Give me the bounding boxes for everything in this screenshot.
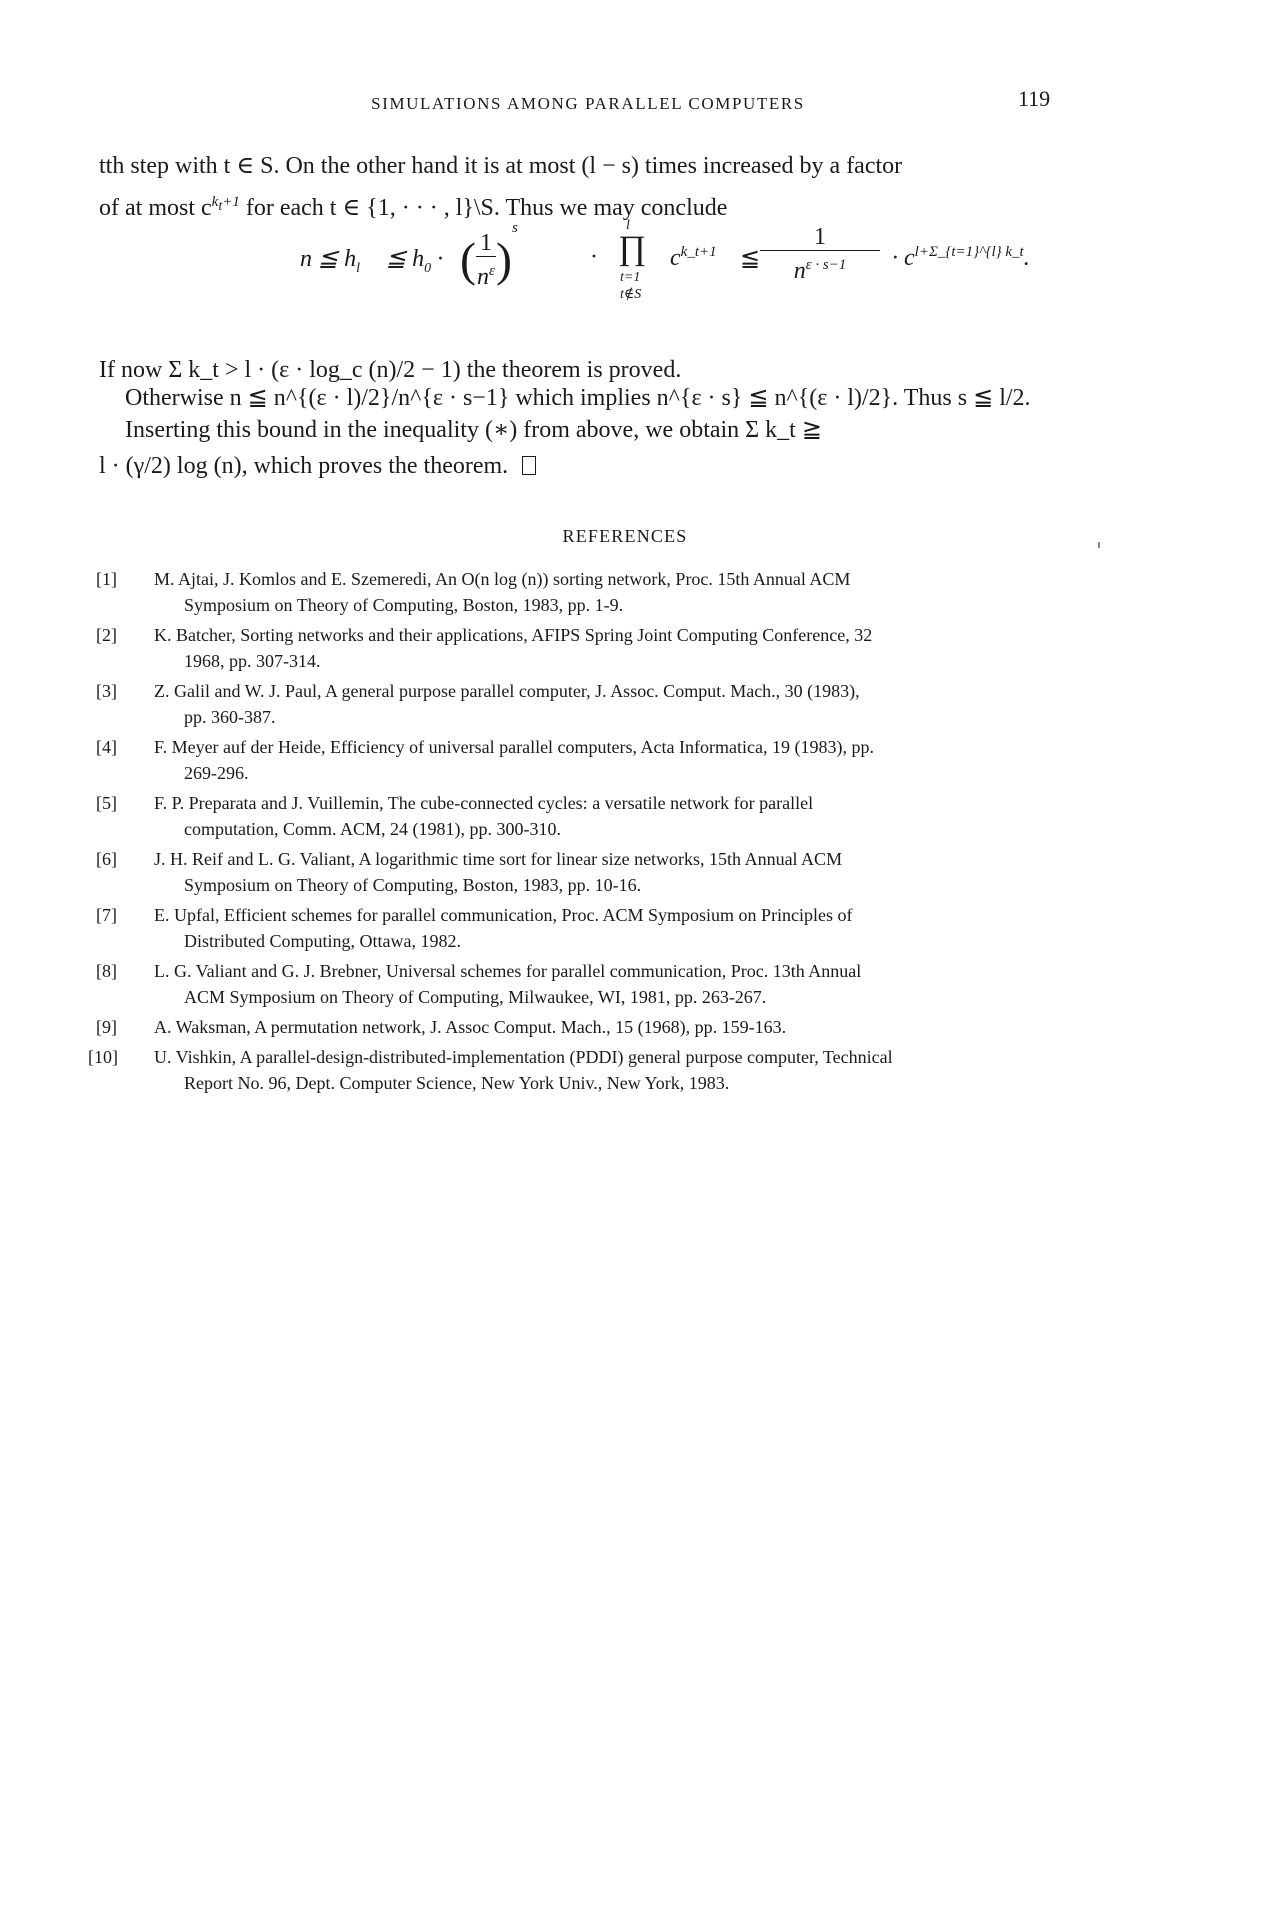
reference-number: [8]	[96, 961, 117, 981]
product-upper-limit: l	[626, 218, 630, 233]
body-line-2-start: of at most c	[99, 195, 212, 221]
reference-line: ACM Symposium on Theory of Computing, Milwaukee, WI, 1981, pp. 263-267.	[184, 987, 767, 1007]
fraction-1-den-sup: ε	[489, 262, 495, 279]
eq-power: s	[511, 220, 518, 236]
eq-mid: ≦ h	[386, 246, 425, 272]
right-paren: )	[495, 233, 512, 287]
exponent-k: k	[211, 194, 219, 210]
qed-square-icon	[522, 456, 536, 475]
reference-line: 269-296.	[184, 763, 249, 783]
reference-line: Distributed Computing, Ottawa, 1982.	[184, 931, 461, 951]
body-line-1	[99, 148, 1067, 184]
journal-page: SIMULATIONS AMONG PARALLEL COMPUTERS 119 tth step with t ∈ S. On the other hand it is at most (l − s) times increased by a factor of at most $c^{kt+1}$ for each t ∈ {1, · · · , l}\S. Thus we may conclude n ≦ $h_l$ ≦ $h_0$ · ( $\frac{1}{n^\varepsilon}$ )$^s$ · l ∏ t=1 t∉S $c^{k\_t+1}$ ≦ $\frac{1}{n^{\varepsilon \cdot s-1}}$ · $c^{l+\Sigma\_\{t=1\}\^{}\{l\} k\_t}$. If now Σ k_t > l · (ε · log_c (n)/2 − 1) the theorem is proved. Otherwise n ≦ n^{(ε · l)/2}/n^{ε · s−1} which implies n^{ε · s} ≦ n^{(ε · l)/2}. Thus s ≦ l/2. Inserting this bound in the inequality (∗) from above, we obtain Σ k_t ≧ l · (γ/2) log (n), which proves the theorem. REFERENCES [1] M. Ajtai, J. Komlos and E. Szemeredi, An O(n log (n)) sorting network, Proc. 15th Annual ACM Symposium on Theory of Computing, Boston, 1983, pp. 1-9. [2] K. Batcher, Sorting networks and their applications, AFIPS Spring Joint Computing Conference, 32 1968, pp. 307-314. [3] Z. Galil and W. J. Paul, A general purpose parallel computer, J. Assoc. Comput. Mach., 30 (1983), pp. 360-387. [4] F. Meyer auf der Heide, Efficiency of universal parallel computers, Acta Informatica, 19 (1983), pp. 269-296. [5] F. P. Preparata and J. Vuillemin, The cube-connected cycles: a versatile network for parallel computation, Comm. ACM, 24 (1981), pp. 300-310. [6] J. H. Reif and L. G. Valiant, A logarithmic time sort for linear size networks, 15th Annual ACM Symposium on Theory of Computing, Boston, 1983, pp. 10-16. [7] E. Upfal, Efficient schemes for parallel communication, Proc. ACM Symposium on Principles of Distributed Computing, Ottawa, 1982. [8] L. G. Valiant and G. J. Brebner, Universal schemes for parallel communication, Proc. 13th Annual ACM Symposium on Theory of Computing, Milwaukee, WI, 1981, pp. 263-267. [9] A. Waksman, A permutation network, J. Assoc Comput. Mach., 15 (1968), pp. 159-163. [10] U. Vishkin, A parallel-design-distributed-implementation (PDDI) general purpose computer, Technical Report No. 96, Dept. Computer Science, New York Univ., New York, 1983.	[0, 0, 1269, 1915]
body-line-2-end: for each t ∈ {1, · · · , l}\S. Thus we may conclude	[245, 195, 728, 221]
body-line-5-text: Inserting this bound in the inequality (∗) from above, we obtain Σ k_t ≧	[125, 417, 822, 443]
reference-item	[96, 622, 1086, 674]
product-term-sup: k_t+1	[680, 244, 717, 260]
body-line-3: If now Σ k_t > l · (ε · log_c (n)/2 − 1) the theorem is proved.	[99, 357, 682, 383]
running-title: SIMULATIONS AMONG PARALLEL COMPUTERS	[371, 94, 805, 113]
reference-number: [1]	[96, 569, 117, 589]
fraction-1	[476, 230, 496, 291]
reference-item	[88, 1044, 1086, 1096]
body-line-4: Otherwise n ≦ n^{(ε · l)/2}/n^{ε · s−1} which implies n^{ε · s} ≦ n^{(ε · l)/2}. Thus s ≦ l/2.	[125, 385, 1031, 411]
reference-item	[96, 790, 1086, 842]
scan-mark	[1098, 542, 1100, 548]
body-line-5	[125, 412, 1067, 448]
reference-number: [6]	[96, 849, 117, 869]
body-line-6-text: l · (γ/2) log (n), which proves the theorem.	[99, 453, 509, 479]
reference-number: [7]	[96, 905, 117, 925]
references-list	[88, 566, 1086, 1100]
eq-tail-sup: l+Σ_{t=1}^{l} k_t	[914, 244, 1024, 260]
reference-line: Symposium on Theory of Computing, Boston, 1983, pp. 10-16.	[184, 875, 642, 895]
reference-line: Symposium on Theory of Computing, Boston, 1983, pp. 1-9.	[184, 595, 624, 615]
eq-lhs: n ≦ h	[300, 246, 357, 272]
reference-item	[96, 734, 1086, 786]
product-lower-limit: t=1	[620, 270, 641, 285]
reference-line: F. Meyer auf der Heide, Efficiency of universal parallel computers, Acta Informatica, 19 (1983), pp.	[154, 737, 874, 757]
body-line-6	[99, 448, 536, 484]
eq-end: .	[1023, 245, 1030, 271]
eq-lhs-sub: l	[356, 260, 360, 276]
product-term: c	[670, 245, 681, 271]
reference-line: M. Ajtai, J. Komlos and E. Szemeredi, An O(n log (n)) sorting network, Proc. 15th Annual ACM	[154, 569, 851, 589]
reference-line: J. H. Reif and L. G. Valiant, A logarithmic time sort for linear size networks, 15th Annual ACM	[154, 849, 843, 869]
reference-item	[96, 958, 1086, 1010]
reference-item	[96, 566, 1086, 618]
product-exclusion: t∉S	[620, 287, 642, 302]
reference-line: U. Vishkin, A parallel-design-distributed-implementation (PDDI) general purpose computer, Technical	[154, 1047, 893, 1067]
page-number: 119	[1018, 86, 1051, 111]
fraction-2	[760, 224, 880, 285]
product-symbol: ∏	[618, 230, 646, 267]
reference-line: E. Upfal, Efficient schemes for parallel communication, Proc. ACM Symposium on Principles of	[154, 905, 853, 925]
reference-item	[96, 1014, 1086, 1040]
body-line-2: of at most $c^{kt+1}$ for each t ∈ {1, · · · , l}\S. Thus we may conclude	[99, 194, 728, 221]
reference-item	[96, 678, 1086, 730]
fraction-1-den: n	[477, 263, 490, 290]
fraction-2-den: n	[793, 258, 806, 284]
fraction-2-den-sup: ε · s−1	[805, 257, 847, 273]
reference-line: 1968, pp. 307-314.	[184, 651, 321, 671]
eq-relation: ≦	[740, 246, 761, 272]
reference-number: [9]	[96, 1017, 117, 1037]
reference-number: [3]	[96, 681, 117, 701]
references-heading: REFERENCES	[562, 526, 688, 546]
reference-item	[96, 902, 1086, 954]
reference-line: A. Waksman, A permutation network, J. Assoc Comput. Mach., 15 (1968), pp. 159-163.	[154, 1017, 787, 1037]
reference-number: [5]	[96, 793, 117, 813]
reference-line: pp. 360-387.	[184, 707, 276, 727]
body-line-1-text: tth step with t ∈ S. On the other hand it is at most (l − s) times increased by a factor	[99, 153, 903, 179]
reference-line: K. Batcher, Sorting networks and their applications, AFIPS Spring Joint Computing Conference, 32	[154, 625, 873, 645]
reference-line: Z. Galil and W. J. Paul, A general purpose parallel computer, J. Assoc. Comput. Mach., 30 (1983),	[154, 681, 860, 701]
eq-tail: · c	[892, 245, 915, 271]
fraction-2-num: 1	[760, 224, 880, 251]
fraction-1-num: 1	[476, 230, 496, 257]
reference-line: computation, Comm. ACM, 24 (1981), pp. 300-310.	[184, 819, 561, 839]
reference-line: L. G. Valiant and G. J. Brebner, Universal schemes for parallel communication, Proc. 13th Annual	[154, 961, 862, 981]
reference-number: [10]	[88, 1047, 118, 1067]
reference-item	[96, 846, 1086, 898]
reference-number: [4]	[96, 737, 117, 757]
reference-number: [2]	[96, 625, 117, 645]
eq-mid-sub: 0	[424, 260, 432, 276]
reference-line: F. P. Preparata and J. Vuillemin, The cube-connected cycles: a versatile network for parallel	[154, 793, 814, 813]
left-paren: (	[460, 233, 476, 287]
reference-line: Report No. 96, Dept. Computer Science, New York Univ., New York, 1983.	[184, 1073, 730, 1093]
